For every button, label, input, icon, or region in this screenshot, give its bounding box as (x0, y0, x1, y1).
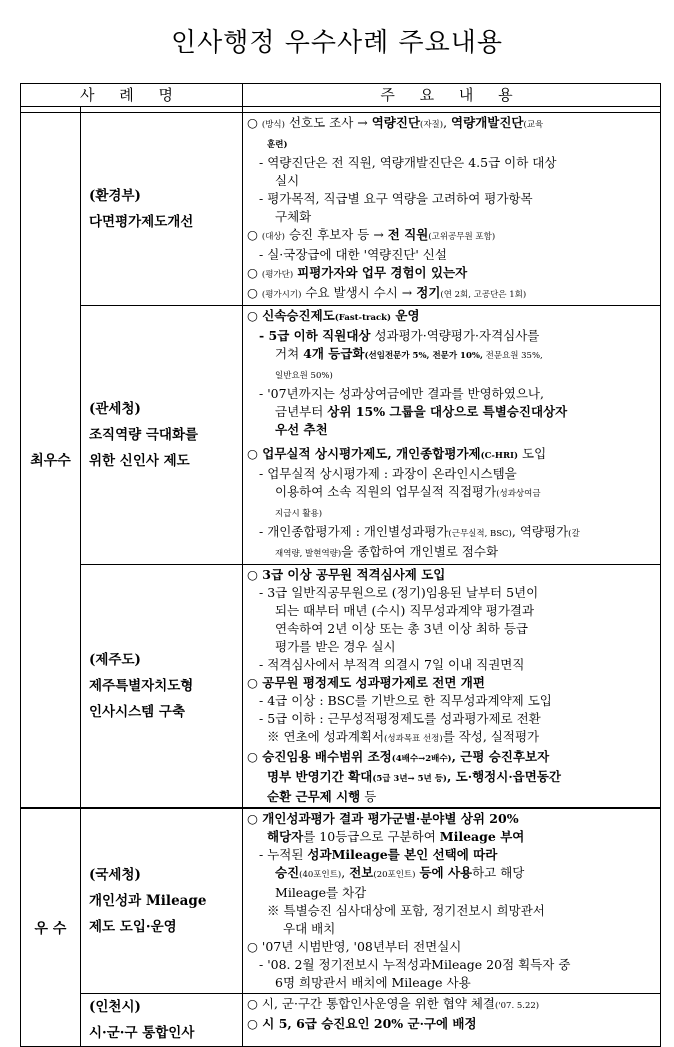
case-content: ○ 신속승진제도(Fast-track) 운영 - 5급 이하 직원대상 성과평가·역량평가·자격심사를 거쳐 4개 등급화(선임전문가 5%, 전문가 10%, 전문요원 35%, 일반요원 50%) - '07년까지는 성과상여금에만 결과를 반영하였으나, 금년부터 상위 15% 그룹을 대상으로 특별승진대상자 우선 추천 ○ 업무실적 상시평가제도, 개인종합평가제(C-HRI) 도입 - 업무실적 상시평가제 : 과장이 온라인시스템을 이용하여 소속 직원의 업무실적 직접평가(성과상여금 지급시 활용) - 개인종합평가제 : 개인별성과평가(근무실적, BSC), 역량평가(갈 재역량, 발현역량)을 종합하여 개인별로 점수화 (243, 306, 661, 565)
case-name (81, 565, 243, 809)
case-name (81, 306, 243, 565)
case-title: 위한 신인사 제도 (89, 453, 190, 469)
header-case: 사 례 명 (21, 84, 243, 107)
case-name (81, 808, 243, 994)
case-agency: (환경부) (89, 188, 141, 204)
case-title: 시·군·구 통합인사 (89, 1025, 195, 1041)
case-content: ○ (방식) 선호도 조사 → 역량진단(자질), 역량개발진단(교육 훈련) - 역량진단은 전 직원, 역량개발진단은 4.5급 이하 대상 실시 - 평가목적, 직급별 요구 역량을 고려하여 평가항목 구체화 ○ (대상) 승진 후보자 등 → 전 직원(고위공무원 포함) - 실·국장급에 대한 '역량진단' 신설 ○ (평가단) 피평가자와 업무 경험이 있는자 ○ (평가시기) 수요 발생시 수시 → 정기(연 2회, 고공단은 1회) (243, 113, 661, 306)
case-name (81, 994, 243, 1047)
case-title: 조직역량 극대화를 (89, 427, 199, 443)
case-name (81, 113, 243, 306)
case-content: ○ 시, 군·구간 통합인사운영을 위한 협약 체결('07. 5.22) ○ 시 5, 6급 승진요인 20% 군·구에 배정 (243, 994, 661, 1047)
page-title: 인사행정 우수사례 주요내용 (171, 28, 503, 58)
table-row (21, 808, 661, 994)
case-agency: (관세청) (89, 401, 141, 417)
case-agency: (인천시) (89, 999, 141, 1015)
case-content: ○ 개인성과평가 결과 평가군별·분야별 상위 20% 해당자를 10등급으로 구분하여 Mileage 부여 - 누적된 성과Mileage를 본인 선택에 따라 승진(40포인트), 전보(20포인트) 등에 사용하고 해당 Mileage를 차감 ※ 특별승진 심사대상에 포함, 정기전보시 희망관서 우대 배치 ○ '07년 시범반영, '08년부터 전면실시 - '08. 2월 정기전보시 누적성과Mileage 20점 획득자 중 6명 희망관서 배치에 Mileage 사용 (243, 808, 661, 994)
grade-good: 우 수 (21, 808, 81, 1047)
header-content: 주 요 내 용 (243, 84, 661, 107)
case-title: 인사시스템 구축 (89, 704, 185, 720)
case-title: 제주특별자치도형 (89, 678, 194, 694)
table-row (21, 994, 661, 1047)
best-practice-table (20, 83, 661, 1047)
case-title: 개인성과 Mileage (89, 893, 207, 909)
case-agency: (제주도) (89, 652, 141, 668)
case-title: 다면평가제도개선 (89, 214, 194, 230)
table-header-row (21, 84, 661, 107)
table-row (21, 306, 661, 565)
case-content: ○ 3급 이상 공무원 적격심사제 도입 - 3급 일반직공무원으로 (정기)임용된 날부터 5년이 되는 때부터 매년 (수시) 직무성과계약 평가결과 연속하여 2년 이상 또는 총 3년 이상 최하 등급 평가를 받은 경우 실시 - 적격심사에서 부적격 의결시 7일 이내 직권면직 ○ 공무원 평정제도 성과평가제로 전면 개편 - 4급 이상 : BSC를 기반으로 한 직무성과계약제 도입 - 5급 이하 : 근무성적평정제도를 성과평가제로 전환 ※ 연초에 성과계획서(성과목표 선정)를 작성, 실적평가 ○ 승진임용 배수범위 조정(4배수→2배수), 근평 승진후보자 명부 반영기간 확대(5급 3년→ 5년 등), 도·행정시·읍면동간 순환 근무제 시행 등 (243, 565, 661, 809)
case-agency: (국세청) (89, 867, 141, 883)
table-row (21, 113, 661, 306)
grade-top: 최우수 (21, 113, 81, 809)
table-row (21, 565, 661, 809)
case-title: 제도 도입·운영 (89, 919, 177, 935)
